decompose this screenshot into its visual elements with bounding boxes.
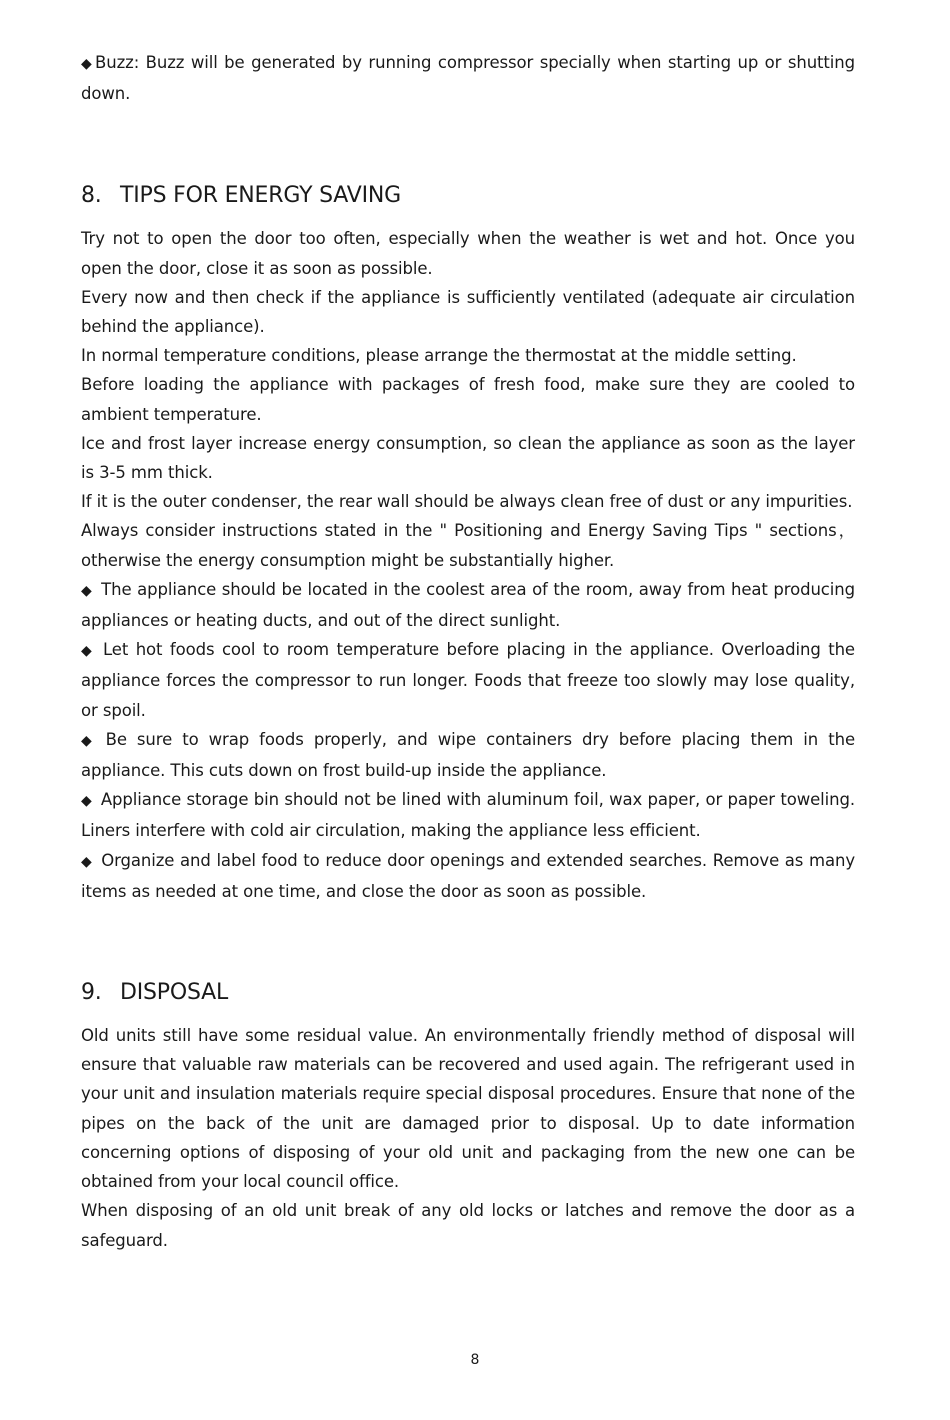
bullet-item <box>81 725 855 785</box>
diamond-bullet-icon: ◆ <box>81 56 94 72</box>
diamond-bullet-icon: ◆ <box>81 793 92 810</box>
section-8-paragraph: Before loading the appliance with packages of fresh food, make sure they are cooled to ambient temperature. <box>81 375 855 424</box>
section-8-title: TIPS FOR ENERGY SAVING <box>120 183 401 209</box>
page-number: 8 <box>470 1352 480 1368</box>
document-page <box>81 48 855 1255</box>
section-8-paragraph: Every now and then check if the appliance is sufficiently ventilated (adequate air circulation behind the appliance). <box>81 287 855 337</box>
bullet-item <box>81 785 855 845</box>
section-8-paragraph: Ice and frost layer increase energy consumption, so clean the appliance as soon as the layer is 3-5 mm thick. <box>81 433 855 483</box>
diamond-bullet-icon: ◆ <box>81 582 93 599</box>
bullet-text: Organize and label food to reduce door openings and extended searches. Remove as many items as needed at one time, and close the door as soon as possible. <box>81 850 855 901</box>
section-9-paragraph: When disposing of an old unit break of any old locks or latches and remove the door as a safeguard. <box>81 1201 855 1250</box>
bullet-item <box>81 575 855 635</box>
diamond-bullet-icon: ◆ <box>81 853 93 870</box>
bullet-text: The appliance should be located in the coolest area of the room, away from heat producing appliances or heating ducts, and out of the direct sunlight. <box>81 579 855 631</box>
intro-paragraph <box>81 48 855 108</box>
bullet-text: Let hot foods cool to room temperature before placing in the appliance. Overloading the appliance forces the compressor to run longer. Foods that freeze too slowly may lose quality, or spoil. <box>81 640 855 720</box>
section-8-heading <box>81 181 855 211</box>
section-9-number: 9. <box>81 980 102 1006</box>
section-9-paragraph: Old units still have some residual value. An environmentally friendly method of disposal will ensure that valuable raw materials can be recovered and used again. The refrigerant used in your unit and insulation materials require special disposal procedures. Ensure that none of the pipes on the back of the unit are damaged prior to disposal. Up to date information concerning options of disposing of your old unit and packaging from the new one can be obtained from your local council office. <box>81 1026 855 1192</box>
bullet-item <box>81 846 855 906</box>
section-8-number: 8. <box>81 183 102 209</box>
bullet-item <box>81 635 855 725</box>
diamond-bullet-icon: ◆ <box>81 732 97 749</box>
section-8-paragraph: Try not to open the door too often, especially when the weather is wet and hot. Once you open the door, close it as soon as possible. <box>81 229 855 278</box>
section-8-paragraph: If it is the outer condenser, the rear wall should be always clean free of dust or any impurities. <box>81 492 853 512</box>
section-8-paragraph: In normal temperature conditions, please arrange the thermostat at the middle setting. <box>81 346 797 366</box>
section-8-paragraph: Always consider instructions stated in the " Positioning and Energy Saving Tips " sections， otherwise the energy consumption might be substantially higher. <box>81 521 855 570</box>
section-9-title: DISPOSAL <box>120 980 229 1006</box>
section-9-heading <box>81 978 855 1008</box>
bullet-text: Appliance storage bin should not be lined with aluminum foil, wax paper, or paper toweling. Liners interfere with cold air circulation, making the appliance less efficient. <box>81 790 855 841</box>
bullet-text: Be sure to wrap foods properly, and wipe containers dry before placing them in the appliance. This cuts down on frost build-up inside the appliance. <box>81 729 855 781</box>
diamond-bullet-icon: ◆ <box>81 643 94 660</box>
intro-text: Buzz: Buzz will be generated by running compressor specially when starting up or shutting down. <box>81 53 856 104</box>
